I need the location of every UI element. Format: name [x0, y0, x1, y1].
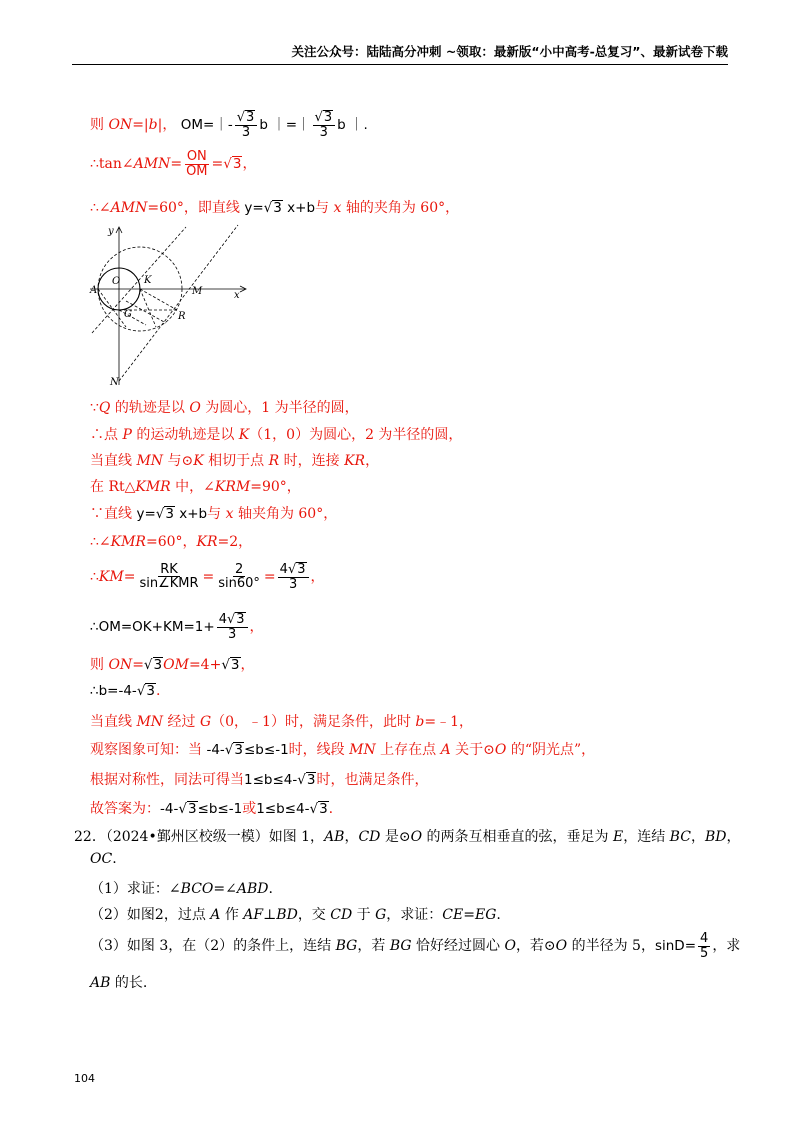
text: ≤b≤-1 [244, 742, 289, 758]
text: KRM [214, 479, 251, 495]
text: b ｜. [337, 116, 368, 133]
text: A [210, 907, 221, 923]
text: = [463, 907, 475, 923]
label-y: y [108, 226, 114, 237]
text: KR [344, 453, 366, 469]
fraction [698, 932, 710, 960]
text: 3 [241, 125, 251, 141]
text: ABD [236, 881, 269, 897]
text: = [211, 156, 224, 173]
text: BC [669, 829, 691, 845]
text: x+b [174, 506, 208, 522]
text: KMR [135, 479, 171, 495]
text: ON [186, 149, 207, 164]
text: ON [108, 657, 133, 673]
text: ， [310, 568, 325, 585]
text: = [170, 156, 183, 173]
text: 相切于点 [203, 453, 269, 469]
text: E [612, 829, 624, 845]
page-number: 104 [74, 1072, 95, 1085]
text: P [122, 427, 132, 443]
text: sinD= [654, 938, 697, 955]
solution-line-17: 故答案为：-4-√3≤b≤-1或1≤b≤4-√3. [90, 801, 334, 817]
text: A [440, 742, 451, 758]
text: 在 Rt△ [90, 479, 136, 495]
text: ∴∠ [90, 200, 111, 216]
text: 恰好经过圆心 [411, 938, 505, 955]
text: 与⊙ [163, 453, 194, 469]
text: 4 [700, 931, 709, 946]
line-upper [92, 227, 186, 333]
text: =∠ [213, 881, 237, 897]
text: BG [389, 938, 412, 955]
text: 为圆心，1 为半径的圆， [200, 400, 359, 416]
text: 22．（2024•鄞州区校级一模）如图 1， [74, 829, 325, 845]
text: . [112, 851, 117, 867]
text: AMN [133, 156, 171, 173]
text: =| [132, 116, 149, 133]
label-x: x [234, 290, 240, 301]
text: . [268, 881, 273, 897]
text: 3 [165, 506, 174, 522]
text: 3 [187, 801, 197, 817]
text: O [494, 742, 507, 758]
text: ∴OM=OK+KM=1+ [90, 618, 215, 635]
text: - [227, 116, 233, 133]
text: 于 [352, 907, 376, 923]
text: （2）如图2，过点 [90, 907, 211, 923]
text: 的长. [110, 975, 148, 991]
text: =60°， [145, 534, 197, 550]
text: KM [98, 568, 124, 585]
text: 轴的夹角为 60°， [341, 200, 460, 216]
text: 3 [232, 156, 242, 173]
text: G [199, 714, 212, 730]
solution-line-14 [90, 711, 473, 731]
text: 当直线 [90, 453, 137, 469]
text: sin∠KMR [139, 576, 199, 592]
text: b [415, 714, 425, 730]
text: 3 [246, 110, 255, 125]
label-g: G [124, 309, 132, 320]
text: 作 [220, 907, 244, 923]
problem-22-line-2 [90, 851, 117, 867]
line-mn [119, 225, 238, 381]
text: ， [240, 657, 255, 673]
text: 故答案为： [90, 801, 160, 817]
text: . [156, 683, 161, 699]
text: 则 [90, 116, 109, 133]
text: y= [136, 506, 156, 522]
text: OM [186, 163, 208, 179]
label-n: N [110, 377, 119, 388]
text: ， [249, 618, 264, 635]
text: ，求证： [386, 907, 443, 923]
solution-line-13: ∴b=-4-√3. [90, 683, 161, 699]
fraction [184, 150, 209, 178]
text: 时，线段 [288, 742, 350, 758]
text: . [328, 801, 334, 817]
text: O [410, 829, 423, 845]
text: BD [276, 907, 298, 923]
text: EG [474, 907, 497, 923]
solution-line-2: ∴tan∠AMN= $\frac{ON}{OM}$ =√3， [90, 149, 257, 179]
text: 与 [315, 200, 334, 216]
solution-line-9 [90, 531, 252, 551]
text: （1）求证：∠ [90, 881, 181, 897]
dashed-ray-4 [126, 301, 166, 323]
fraction: $\frac{4√3}{3}$ [278, 562, 309, 592]
text: 3 [227, 627, 237, 643]
text: 3 [230, 657, 240, 673]
text: -4- [206, 742, 225, 758]
text: 3 [234, 742, 243, 758]
label-r: R [178, 311, 186, 322]
text: MN [349, 742, 376, 758]
text: =4+ [188, 657, 222, 673]
problem-22-line-1 [74, 826, 740, 846]
problem-22-part-2 [90, 904, 501, 924]
text: ≤b≤-1 [197, 801, 243, 817]
text: 3 [288, 577, 298, 593]
text: BG [335, 938, 358, 955]
text: ∴∠ [90, 534, 111, 550]
solution-line-8: ∵直线 y=√3 x+b与 x 轴夹角为 60°， [90, 506, 338, 522]
text: 3 [297, 562, 306, 577]
text: ON [108, 116, 133, 133]
text: ∴点 [90, 427, 123, 443]
text: KR [196, 534, 218, 550]
text: ， [242, 156, 257, 173]
text: 时，也满足条件， [316, 772, 429, 788]
solution-line-3: ∴∠AMN=60°，即直线 y=√3 x+b与 x 轴的夹角为 60°， [90, 200, 460, 216]
text: MN [136, 714, 164, 730]
text: CE [442, 907, 464, 923]
text: =60°，即直线 [147, 200, 245, 216]
text: ∴ [90, 568, 99, 585]
solution-line-10 [90, 562, 325, 592]
text: KMR [110, 534, 146, 550]
label-o: O [112, 276, 121, 287]
text: ， [690, 829, 705, 845]
solution-line-11 [90, 612, 264, 642]
text: 中，∠ [170, 479, 215, 495]
text: 3 [153, 657, 163, 673]
text: 观察图象可知：当 [90, 742, 207, 758]
text: 3 [146, 683, 156, 699]
page-header: 关注公众号：陆陆高分冲刺 ~领取：最新版“小中高考-总复习”、最新试卷下载 [72, 42, 728, 65]
text: x [333, 200, 342, 216]
text: MN [136, 453, 164, 469]
text: ，若⊙ [515, 938, 556, 955]
solution-line-4 [90, 397, 359, 417]
solution-line-15: 观察图象可知：当 -4-√3≤b≤-1时，线段 MN 上存在点 A 关于⊙O 的“阴光点”， [90, 742, 596, 758]
text: 是⊙ [380, 829, 411, 845]
text: 3 [319, 125, 328, 141]
geometry-figure [86, 223, 256, 393]
text: =﹣1， [424, 714, 474, 730]
text: OC [90, 851, 113, 867]
text: （1，0）为圆心，2 为半径的圆， [249, 427, 463, 443]
solution-line-12: 则 ON=√3OM=4+√3， [90, 657, 255, 673]
solution-line-6 [90, 450, 379, 470]
text: AB [324, 829, 345, 845]
text: 的两条互相垂直的弦，垂足为 [422, 829, 613, 845]
label-m: M [192, 286, 203, 297]
text: AF [243, 907, 264, 923]
text: O [555, 938, 568, 955]
text: 3 [306, 772, 316, 788]
text: = [263, 568, 276, 585]
text: ， [726, 829, 741, 845]
text: OM=｜ [180, 116, 228, 133]
text: 轴夹角为 60°， [233, 506, 338, 522]
text: 或 [242, 801, 257, 817]
fraction [137, 563, 200, 591]
text: AMN [110, 200, 148, 216]
text: 的半径为 5， [567, 938, 655, 955]
fraction: $\frac{4√3}{3}$ [217, 612, 248, 642]
text: 时，连接 [279, 453, 345, 469]
problem-22-part-1 [90, 878, 273, 898]
text: = [202, 568, 215, 585]
text: 3 [236, 612, 245, 627]
text: 当直线 [90, 714, 137, 730]
text: =90°， [250, 479, 301, 495]
text: x [225, 506, 234, 522]
text: |， [157, 116, 177, 133]
text: CD [358, 829, 381, 845]
text: . [496, 907, 501, 923]
text: 4 [218, 612, 227, 627]
text: 1≤b≤4- [256, 801, 310, 817]
text: = [132, 657, 144, 673]
text: 5 [700, 945, 709, 961]
text: K [193, 453, 204, 469]
text: 上存在点 [375, 742, 441, 758]
fraction: $\frac{√3}{3}$ [313, 110, 336, 140]
text: ∴b=-4- [90, 683, 137, 699]
text: 3 [319, 801, 328, 817]
text: 与 [207, 506, 226, 522]
text: （3）如图 3，在（2）的条件上，连结 [90, 938, 336, 955]
text: ，交 [297, 907, 331, 923]
label-k: K [144, 275, 152, 286]
text: 的轨迹是以 [110, 400, 190, 416]
text: ，连结 [623, 829, 670, 845]
text: 3 [323, 110, 333, 125]
problem-22-part-3 [90, 932, 740, 960]
solution-line-16: 根据对称性，同法可得当1≤b≤4-√3时，也满足条件， [90, 772, 429, 788]
text: Q [98, 400, 111, 416]
text: AB [90, 975, 111, 991]
text: sin60° [218, 576, 260, 592]
text: 2 [234, 561, 244, 577]
text: b [148, 116, 158, 133]
problem-22-line-6 [90, 972, 147, 992]
text: =2， [217, 534, 253, 550]
text: 3 [273, 200, 282, 216]
text: ， [365, 453, 380, 469]
label-a: A [90, 285, 98, 296]
solution-line-5 [90, 424, 462, 444]
text: BD [704, 829, 727, 845]
text: ∵直线 [90, 506, 137, 522]
text: 4 [279, 562, 288, 577]
text: 1≤b≤4- [244, 772, 298, 788]
solution-line-1 [90, 110, 368, 140]
text: b ｜=｜ [259, 116, 311, 133]
text: CD [330, 907, 353, 923]
text: （0，﹣1）时，满足条件，此时 [211, 714, 416, 730]
text: 的运动轨迹是以 [131, 427, 239, 443]
text: 则 [90, 657, 109, 673]
fraction [216, 563, 262, 591]
dashed-ray-2 [140, 289, 156, 327]
text: x+b [282, 200, 316, 216]
fraction: $\frac{√3}{3}$ [235, 110, 258, 140]
text: O [504, 938, 516, 955]
text: BCO [180, 881, 214, 897]
text: ∴tan∠ [90, 156, 134, 173]
text: = [123, 568, 136, 585]
text: ，若 [357, 938, 390, 955]
text: -4- [160, 801, 179, 817]
text: ⊥ [263, 907, 277, 923]
text: K [238, 427, 250, 443]
text: 经过 [163, 714, 200, 730]
solution-line-7 [90, 476, 301, 496]
text: O [189, 400, 201, 416]
segment-kr [140, 289, 177, 310]
text: R [268, 453, 280, 469]
text: RK [160, 561, 178, 577]
text: y= [244, 200, 264, 216]
text: ，求 [712, 938, 741, 955]
text: 关于⊙ [450, 742, 495, 758]
text: 的“阴光点”， [506, 742, 596, 758]
text: ， [344, 829, 359, 845]
text: 根据对称性，同法可得当 [90, 772, 244, 788]
text: ∵ [90, 400, 99, 416]
text: OM [163, 657, 189, 673]
text: G [375, 907, 387, 923]
